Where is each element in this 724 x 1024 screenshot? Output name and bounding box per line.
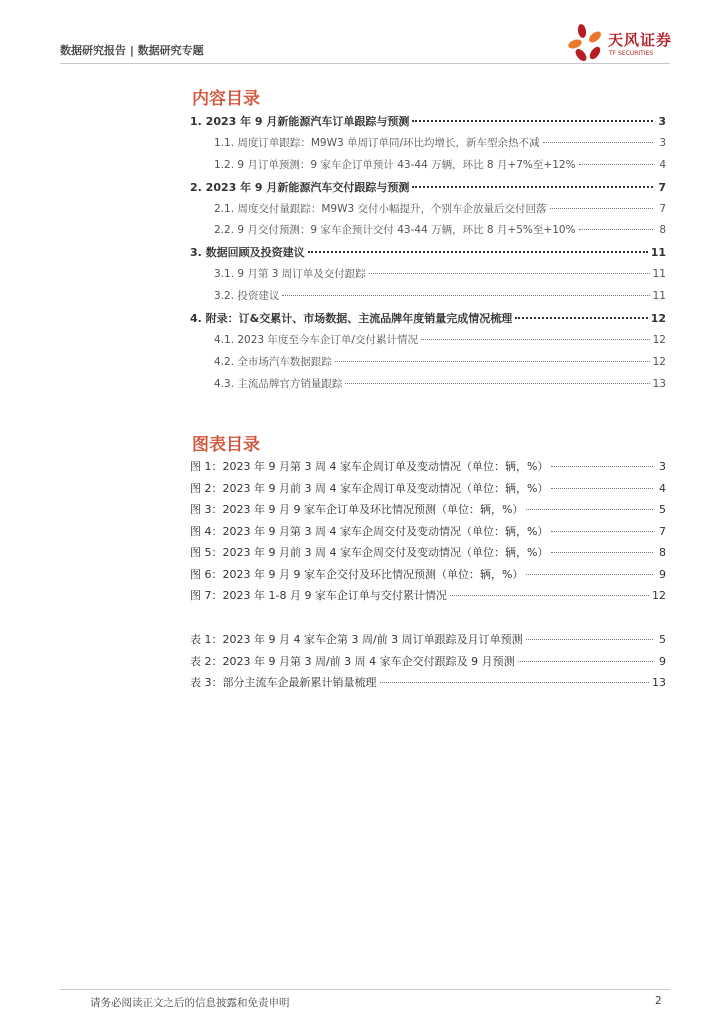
figure-entry-page: 8 [659,546,666,559]
figure-entry[interactable] [190,480,666,502]
figure-entry-label: 图 7：2023 年 1-8 月 9 家车企订单与交付累计情况 [190,589,447,602]
dot-leader [551,531,653,532]
toc-entry-label: 3.2. 投资建议 [214,290,280,303]
toc-entry-page: 11 [652,268,666,281]
dot-leader [412,120,653,122]
toc-entry[interactable] [190,288,666,310]
table-entry-label: 表 3：部分主流车企最新累计销量梳理 [190,676,377,689]
toc-entry[interactable] [190,310,666,332]
figure-entry-label: 图 2：2023 年 9 月前 3 周 4 家车企周订单及变动情况（单位：辆，%） [190,481,549,495]
toc-entry[interactable] [190,266,666,288]
figure-entry-label: 图 4：2023 年 9 月第 3 周 4 家车企周交付及变动情况（单位：辆，%） [190,524,549,538]
toc-entry-page: 12 [652,333,666,346]
dot-leader [543,142,653,143]
figure-entry-page: 4 [659,481,666,495]
toc-entry-page: 8 [659,224,666,237]
dot-leader [450,595,649,596]
table-entry[interactable] [190,674,666,696]
footer-disclaimer: 请务必阅读正文之后的信息披露和免责申明 [90,997,290,1009]
list-of-tables [190,631,666,696]
figure-entry-page: 9 [659,567,666,581]
figure-entry[interactable] [190,501,666,523]
dot-leader [550,208,653,209]
figures-title: 图表目录 [192,435,260,455]
figure-entry[interactable] [190,544,666,566]
dot-leader [526,639,653,640]
toc-entry[interactable] [190,179,666,201]
logo-name: 天风证券 [608,31,673,49]
toc-entry[interactable] [190,332,666,354]
table-entry-page: 13 [652,676,666,689]
toc-entry-label: 4.1. 2023 年度至今车企订单/交付累计情况 [214,333,418,346]
dot-leader [380,682,650,683]
toc-entry-label: 3. 数据回顾及投资建议 [190,246,305,260]
figure-entry-page: 5 [659,503,666,516]
toc-entry-label: 4.3. 主流品牌官方销量跟踪 [214,377,343,390]
toc-entry-label: 4.2. 全市场汽车数据跟踪 [214,355,332,368]
toc-entry-page: 11 [650,246,666,260]
toc-entry-label: 1. 2023 年 9 月新能源汽车订单跟踪与预测 [190,115,410,128]
dot-leader [335,361,650,362]
toc-entry[interactable] [190,354,666,376]
toc-title: 内容目录 [192,89,260,109]
dot-leader [282,295,649,296]
toc-entry-label: 2.1. 周度交付量跟踪：M9W3 交付小幅提升，个别车企放量后交付回落 [214,202,547,215]
toc-entry[interactable] [190,135,666,157]
toc-entry[interactable] [190,113,666,135]
list-of-figures [190,458,666,609]
company-logo [568,22,678,64]
dot-leader [579,229,653,230]
dot-leader [551,552,653,553]
figure-entry-page: 12 [652,589,666,602]
dot-leader [308,251,648,253]
toc-entry-label: 4. 附录：订&交累计、市场数据、主流品牌年度销量完成情况梳理 [190,312,513,326]
flower-logo-icon [568,22,608,64]
dot-leader [515,317,647,319]
toc-entry[interactable] [190,222,666,244]
toc-entry-page: 12 [652,355,666,368]
toc-entry-page: 7 [659,202,666,215]
dot-leader [526,574,653,575]
toc-entry[interactable] [190,201,666,223]
figure-entry-label: 图 6：2023 年 9 月 9 家车企交付及环比情况预测（单位：辆，%） [190,567,524,581]
figure-entry[interactable] [190,587,666,609]
toc-entry-label: 1.2. 9 月订单预测：9 家车企订单预计 43-44 万辆，环比 8 月+7%至+12% [214,158,576,171]
dot-leader [526,509,653,510]
figure-entry-label: 图 3：2023 年 9 月 9 家车企订单及环比情况预测（单位：辆，%） [190,503,524,516]
toc-entry-page: 7 [658,180,666,194]
footer-divider [60,989,670,990]
header-report-type: 数据研究报告 | 数据研究专题 [60,44,204,57]
toc-entry-label: 3.1. 9 月第 3 周订单及交付跟踪 [214,268,366,281]
figure-entry-page: 7 [659,524,666,538]
toc-entry-label: 2. 2023 年 9 月新能源汽车交付跟踪与预测 [190,180,410,194]
toc-entry-page: 4 [659,158,666,171]
figure-entry[interactable] [190,458,666,480]
table-entry-label: 表 1：2023 年 9 月 4 家车企第 3 周/前 3 周订单跟踪及月订单预测 [190,633,523,646]
page-number: 2 [655,995,662,1007]
table-entry[interactable] [190,653,666,675]
logo-subtitle: TF SECURITIES [609,50,654,57]
toc-entry-label: 1.1. 周度订单跟踪：M9W3 单周订单同/环比均增长，新车型余热不减 [214,136,540,149]
table-entry-page: 9 [659,654,666,668]
dot-leader [345,383,649,384]
toc-entry-page: 11 [652,290,666,303]
dot-leader [369,273,650,274]
toc-entry-page: 12 [650,312,666,326]
dot-leader [551,488,653,489]
toc-entry[interactable] [190,157,666,179]
dot-leader [421,339,650,340]
toc-entry-page: 13 [652,377,666,390]
dot-leader [518,661,653,662]
figure-entry[interactable] [190,523,666,545]
figure-entry-page: 3 [659,460,666,473]
toc-entry-label: 2.2. 9 月交付预测：9 家车企预计交付 43-44 万辆，环比 8 月+5%至+10% [214,224,576,237]
header-divider [60,63,670,64]
table-entry-label: 表 2：2023 年 9 月第 3 周/前 3 周 4 家车企交付跟踪及 9 月预测 [190,654,515,668]
dot-leader [412,186,653,188]
figure-entry[interactable] [190,566,666,588]
table-entry-page: 5 [659,633,666,646]
table-of-contents [190,113,666,398]
dot-leader [551,466,653,467]
toc-entry[interactable] [190,376,666,398]
toc-entry[interactable] [190,244,666,266]
figure-entry-label: 图 5：2023 年 9 月前 3 周 4 家车企周交付及变动情况（单位：辆，%） [190,546,549,559]
figure-entry-label: 图 1：2023 年 9 月第 3 周 4 家车企周订单及变动情况（单位：辆，%） [190,460,549,473]
dot-leader [579,164,653,165]
toc-entry-page: 3 [658,115,666,128]
table-entry[interactable] [190,631,666,653]
toc-entry-page: 3 [659,136,666,149]
